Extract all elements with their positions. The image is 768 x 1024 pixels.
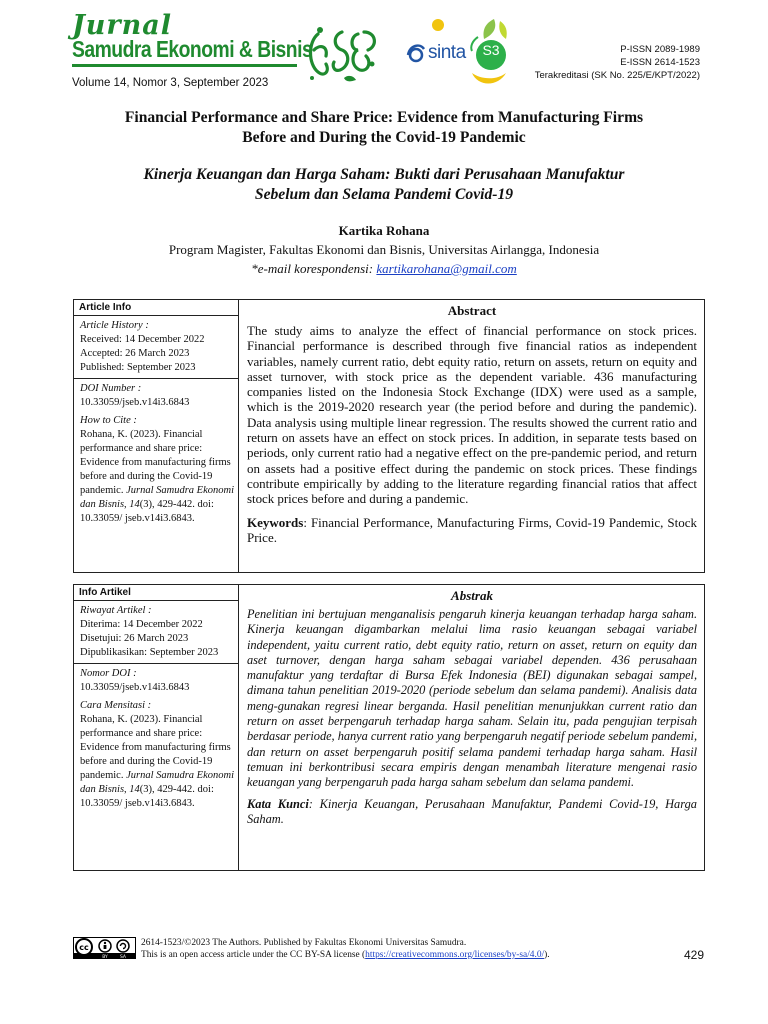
keywords-list: : Financial Performance, Manufacturing Firms, Covid-19 Pandemic, Stock Price. — [247, 514, 697, 545]
sinta-label: sinta — [428, 42, 466, 63]
abstract-heading: Abstract — [447, 303, 497, 318]
doi-value[interactable]: 10.33059/jseb.v14i3.6843 — [80, 397, 190, 408]
author-affiliation: Program Magister, Fakultas Ekonomi dan Bisnis, Universitas Airlangga, Indonesia — [168, 242, 600, 257]
journal-header — [0, 0, 768, 100]
citation-sep: , — [124, 499, 130, 510]
citation-journal: Jurnal Samudra Ekonomi dan Bisnis — [80, 485, 234, 510]
issn-block — [535, 43, 700, 82]
journal-script-logo: Jurnal — [72, 10, 173, 41]
journal-name-logo: Samudra Ekonomi & Bisnis — [72, 36, 313, 62]
riwayat-artikel — [74, 601, 238, 664]
cara-mensitasi-label: Cara Mensitasi : — [80, 700, 152, 711]
citation-text — [80, 428, 234, 526]
accreditation: Terakreditasi (SK No. 225/E/KPT/2022) — [534, 70, 700, 81]
license-line-pre: This is an open access article under the CC BY-SA license ( — [141, 950, 366, 960]
abstract-text: The study aims to analyze the effect of financial performance on stock prices. Financial performance is described through five financial ratios as independent variables, namely current ratio, debt equity ratio, return on assets, return on equity and asset turnover, with stock price as the dependent variable. 436 manufacturing companies listed on the Indonesia Stock Exchange (IDX) were used as a sample, which is the 2019-2020 research year (the period before and during the pandemic). Data analysis using multiple linear regression. The results showed the current ratio and return on assets have an effect on stock prices. In addition, in separate tests based on periods, only current ratio had a negative effect on the pre-pandemic period, and return on assets had a positive effect during the pandemic on stock prices. These findings contribute empirically by adding to the literature regarding financial ratios that affect stock prices before and during a pandemic. — [247, 323, 697, 507]
nomor-doi-label: Nomor DOI : — [80, 668, 137, 679]
logo-underline — [72, 64, 297, 67]
accepted-date: Accepted: 26 March 2023 — [80, 348, 190, 359]
license-link[interactable]: https://creativecommons.org/licenses/by-sa/4.0/ — [365, 950, 545, 960]
diterima-date: Diterima: 14 December 2022 — [80, 619, 203, 630]
abstrak-text: Penelitian ini bertujuan menganalisis pengaruh kinerja keuangan terhadap harga saham. Kinerja keuangan digambarkan melalui lima rasio keuangan sebagai variabel independent, yaitu current ratio, debt equity ratio, return on asset, return on equity dan aset turnover, dengan harga saham sebagai variabel dependen. 436 perusahaan manufaktur yang terdaftar di Bursa Efek Indonesia (BEI) digunakan sebagai sampel, dimana tahun penelitian 2019-2020 (periode sebelum dan selama pandemi). Analisis data meng-gunakan regresi linear berganda. Hasil penelitian menunjukkan current ratio dan return on asset berpengaruh terhadap harga saham. Selain itu, pada pengujian terpisah berdasar periode, hanya current ratio yang berpengaruh negatif periode sebelum pandemi, dan return on asset berpengaruh positif selama pandemi terhadap harga saham. Hasil temuan ini berkontribusi secara empiris dengan menambah literature mengenai rasio keuangan yang berpengaruh pada harga saham sebelum dan selama pandemi. — [247, 607, 697, 790]
cite-label: How to Cite : — [80, 415, 137, 426]
kata-kunci — [247, 797, 697, 828]
published-date: Published: September 2023 — [80, 362, 196, 373]
title-english-line-2: Before and During the Covid-19 Pandemic — [242, 129, 526, 146]
keywords — [247, 515, 697, 546]
doi-label: DOI Number : — [80, 383, 142, 394]
svg-text:SA: SA — [119, 955, 127, 959]
article-info-title: Article Info — [74, 300, 238, 316]
title-indonesian-line-2: Sebelum dan Selama Pandemi Covid-19 — [254, 186, 514, 203]
copyright-line: 2614-1523/©2023 The Authors. Published by Fakultas Ekonomi Universitas Samudra. — [141, 938, 467, 948]
volume-info: Volume 14, Nomor 3, September 2023 — [72, 77, 269, 89]
abstrak-heading: Abstrak — [451, 588, 493, 603]
article-info-box — [73, 299, 705, 573]
p-issn: P-ISSN 2089-1989 — [620, 44, 700, 55]
dipublikasikan-date: Dipublikasikan: September 2023 — [80, 647, 219, 658]
sitasi-journal: Jurnal Samudra Ekonomi dan Bisnis — [80, 770, 234, 795]
doi-dan-sitasi — [74, 664, 238, 814]
sitasi-post: (3), 429-442. doi: 10.33059/ jseb.v14i3.6843. — [80, 784, 214, 809]
email-link[interactable]: kartikarohana@gmail.com — [376, 261, 517, 276]
sitasi-text — [80, 713, 234, 811]
article-history — [74, 316, 238, 379]
jseb-logo-icon — [304, 20, 384, 86]
title-indonesian-line-1: Kinerja Keuangan dan Harga Saham: Bukti dari Perusahaan Manufaktur — [143, 166, 625, 183]
article-info-sidebar — [74, 300, 239, 572]
citation-pre: Rohana, K. (2023). Financial performance and share price: Evidence from manufacturing firms before and during the Covid-19 pandemic. — [80, 429, 231, 496]
author-name: Kartika Rohana — [338, 223, 430, 238]
info-artikel-sidebar — [74, 585, 239, 870]
sitasi-volume: 14 — [129, 784, 140, 795]
citation-post: (3), 429-442. doi: 10.33059/ jseb.v14i3.6843. — [80, 499, 214, 524]
svg-text:cc: cc — [79, 943, 89, 952]
sitasi-pre: Rohana, K. (2023). Financial performance and share price: Evidence from manufacturing firms before and during the Covid-19 pandemic. — [80, 714, 231, 781]
page-number: 429 — [683, 948, 704, 962]
license-line-post: ). — [544, 950, 550, 960]
doi-and-citation — [74, 379, 238, 529]
received-date: Received: 14 December 2022 — [80, 334, 205, 345]
title-english — [60, 108, 708, 148]
riwayat-label: Riwayat Artikel : — [80, 605, 152, 616]
kata-kunci-list: : Kinerja Keuangan, Perusahaan Manufaktur, Pandemi Covid-19, Harga Saham. — [247, 796, 697, 826]
title-english-line-1: Financial Performance and Share Price: Evidence from Manufacturing Firms — [124, 109, 644, 126]
info-artikel-box — [73, 584, 705, 871]
cc-by-sa-license-icon[interactable] — [73, 937, 136, 959]
sitasi-sep: , — [124, 784, 130, 795]
nomor-doi-value[interactable]: 10.33059/jseb.v14i3.6843 — [80, 682, 190, 693]
e-issn: E-ISSN 2614-1523 — [620, 57, 700, 68]
citation-volume: 14 — [129, 499, 140, 510]
license-line — [141, 949, 550, 961]
email-label: *e-mail korespondensi: — [251, 261, 377, 276]
keywords-label: Keywords — [247, 514, 304, 530]
sinta-level-badge: S3 — [482, 42, 500, 58]
correspondence-email — [60, 260, 708, 277]
license-footer — [141, 937, 550, 961]
history-label: Article History : — [80, 320, 149, 331]
disetujui-date: Disetujui: 26 March 2023 — [80, 633, 189, 644]
title-indonesian — [60, 165, 708, 205]
info-artikel-title: Info Artikel — [74, 585, 238, 601]
abstrak-panel — [240, 585, 704, 870]
abstract-panel — [240, 300, 704, 572]
svg-text:BY: BY — [102, 955, 108, 959]
kata-kunci-label: Kata Kunci — [247, 796, 309, 811]
